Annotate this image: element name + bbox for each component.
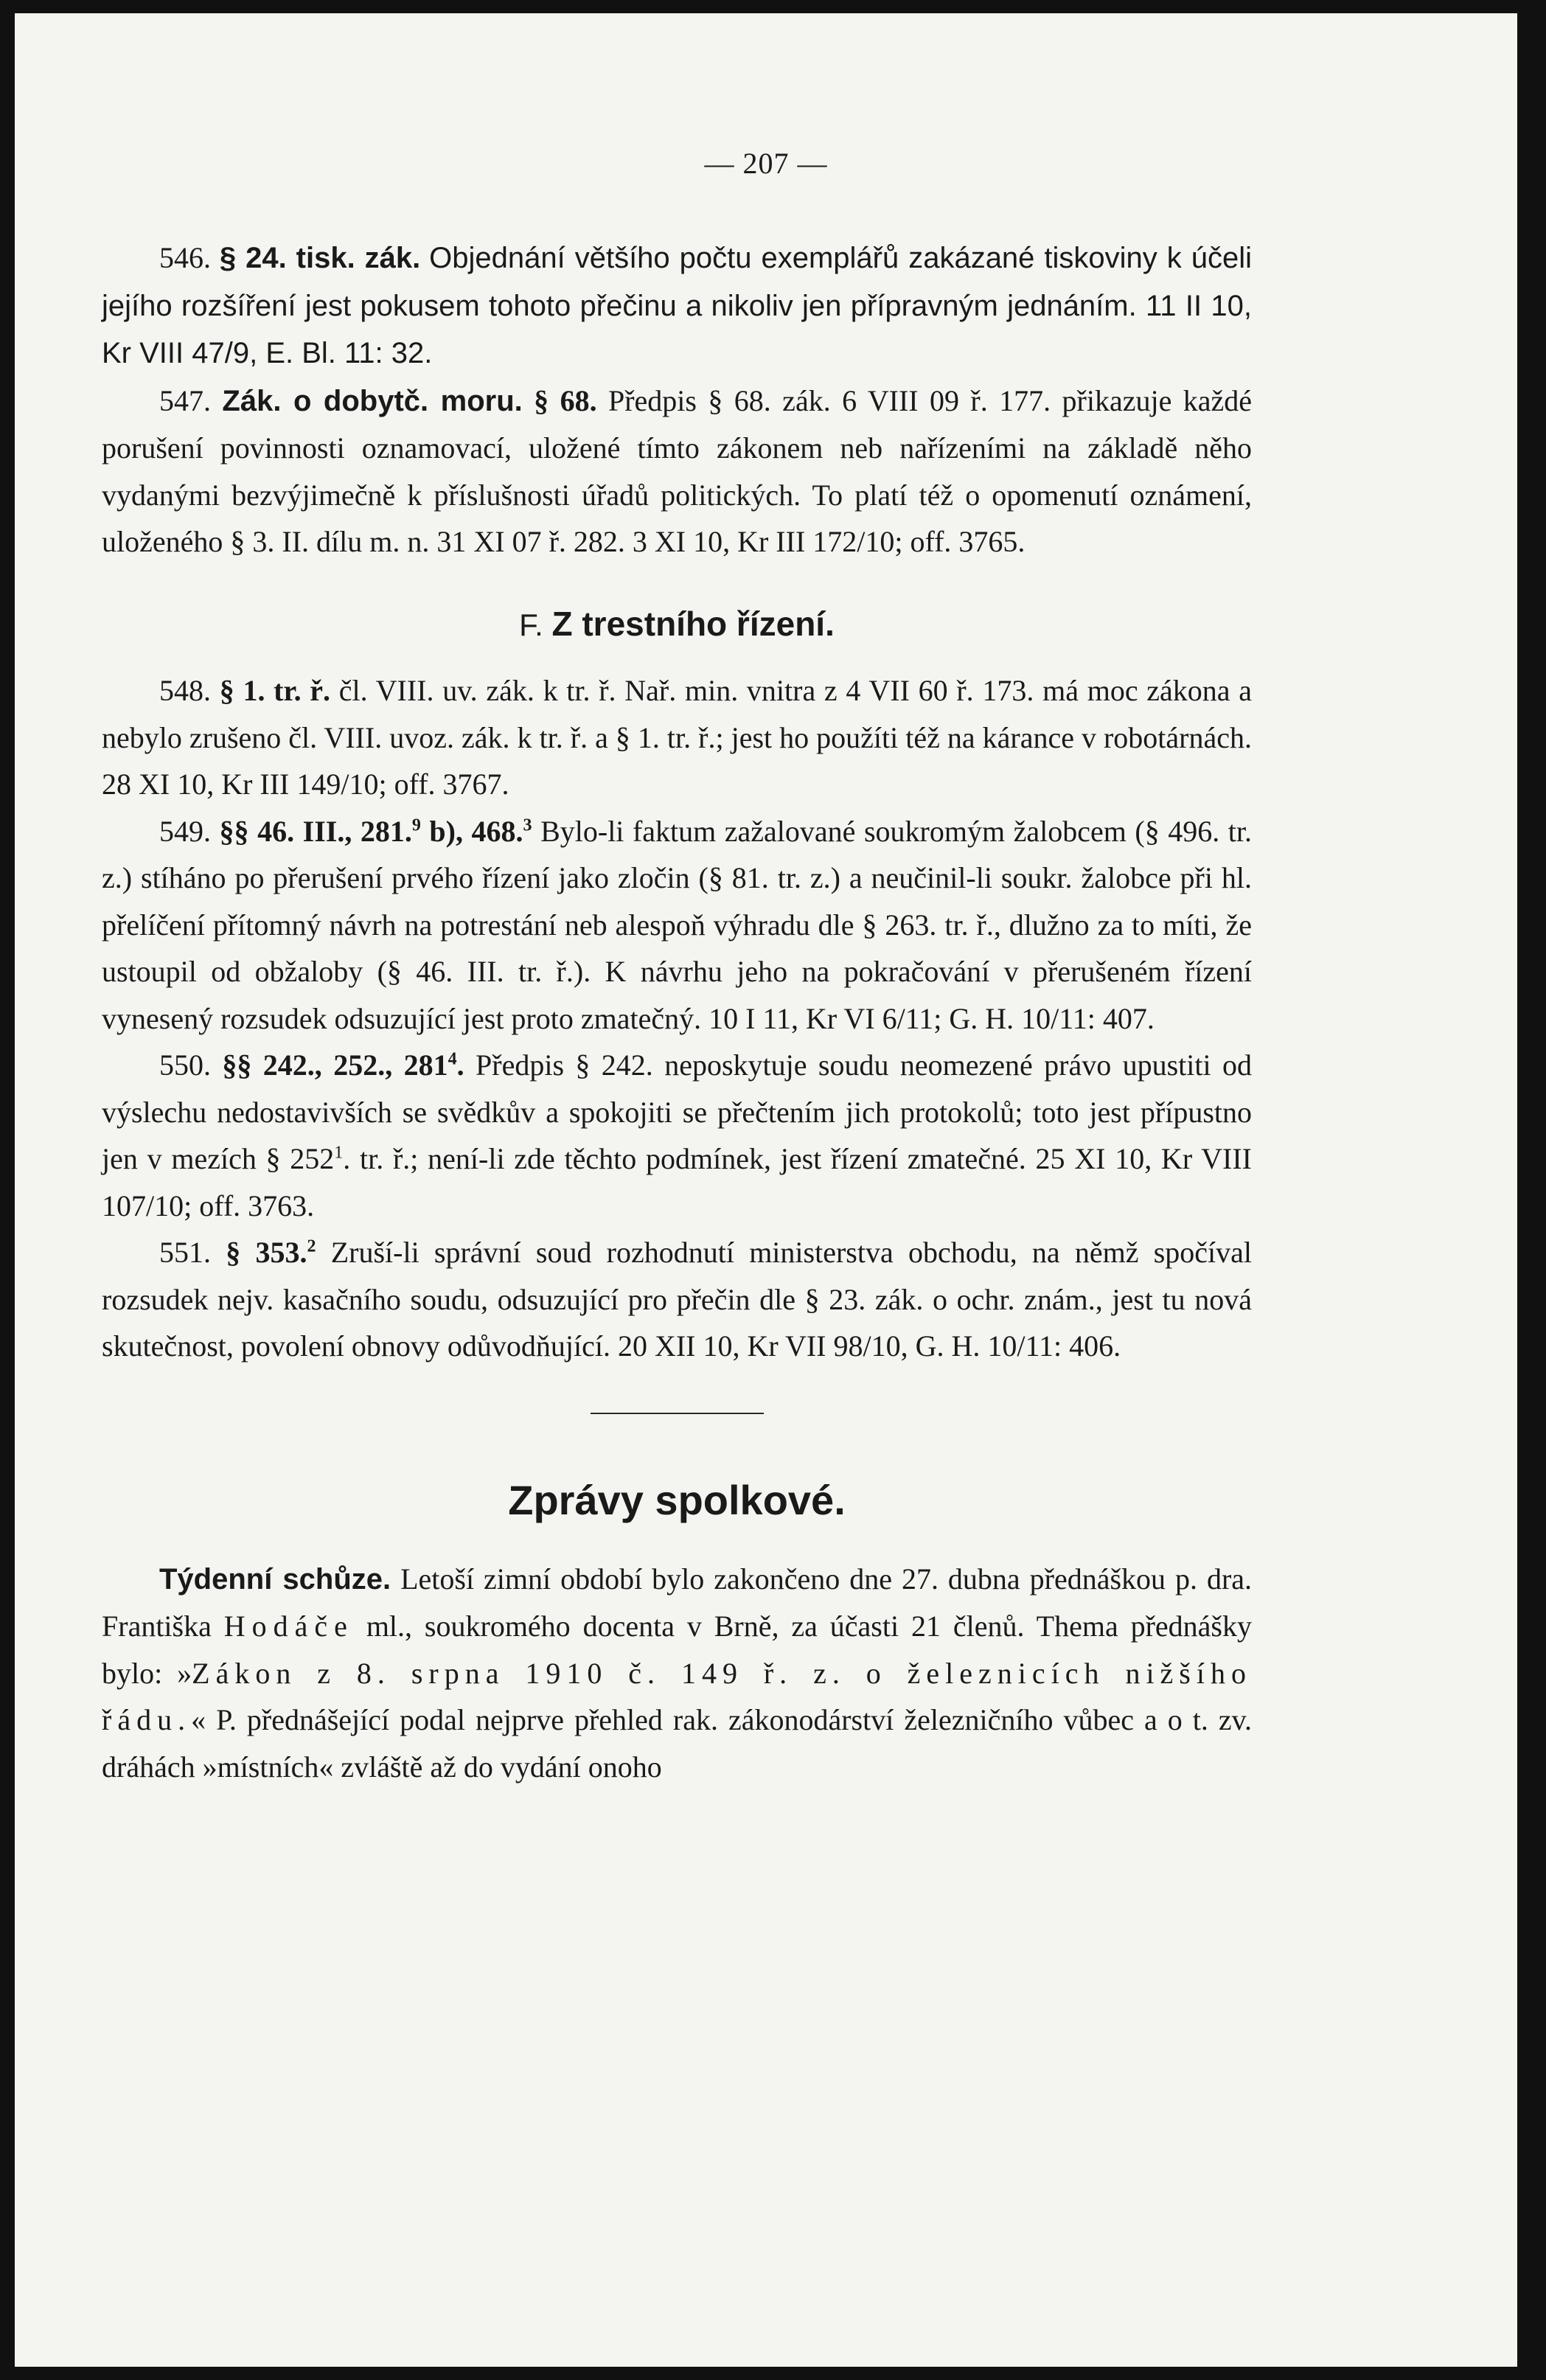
entry-reference-sup: 9 xyxy=(411,815,421,835)
entry-reference-part: b), 468. xyxy=(420,814,523,848)
entry-reference-part: §§ 46. III., 281. xyxy=(219,814,412,848)
news-text: ml., soukromého docenta v Brně, za účasti 21 členů. Thema přednášky bylo: » xyxy=(102,1610,1252,1690)
entry-text: čl. VIII. uv. zák. k tr. ř. Nař. min. vnitra z 4 VII 60 ř. 173. má moc zákona a nebylo zrušeno čl. VIII. uvoz. zák. k tr. ř. a § 1. tr. ř.; jest ho použíti též na kárance v robotárnách. 28 XI 10, Kr III 149/10; off. 3767. xyxy=(102,674,1253,801)
entry-number: 550. xyxy=(159,1048,211,1082)
section-divider xyxy=(591,1413,764,1414)
entry-reference-sup: 4 xyxy=(448,1049,457,1069)
entry-number: 548. xyxy=(159,674,211,707)
entry-551 xyxy=(102,1229,1252,1370)
entry-number: 547. xyxy=(159,383,211,417)
entry-reference-sup: 3 xyxy=(523,815,532,835)
entry-reference xyxy=(220,815,532,848)
entry-text-part: Předpis § 242. neposkytuje soudu neomezené právo upustiti od výslechu nedostavivších se svědkův a spokojiti se přečtením jich protokolů; toto jest přípustno jen v mezích § 252 xyxy=(102,1048,1253,1175)
entry-text: Předpis § 68. zák. 6 VIII 09 ř. 177. přikazuje každé porušení povinnosti oznamovací, uložené tímto zákonem neb nařízeními na základě něho vydanými bezvýjimečně k příslušnosti úřadů politických. To platí též o opomenutí oznámení, uloženého § 3. II. dílu m. n. 31 XI 07 ř. 282. 3 XI 10, Kr III 172/10; off. 3765. xyxy=(102,383,1253,558)
entry-reference-part: § 353. xyxy=(226,1236,307,1269)
entry-text-sup: 1 xyxy=(334,1143,344,1163)
entry-number: 549. xyxy=(159,814,211,848)
page-body xyxy=(102,234,1252,1790)
page-number: — 207 — xyxy=(704,147,828,180)
entry-reference xyxy=(226,1236,316,1269)
entry-549 xyxy=(102,808,1252,1043)
entry-number: 546. xyxy=(159,241,211,274)
news-text: « P. přednášející podal nejprve přehled rak. zákonodárství železničního vůbec a o t. zv. dráhách »místních« zvláště až do vydání onoho xyxy=(102,1703,1252,1784)
entry-reference-part: . xyxy=(456,1048,464,1082)
entry-550 xyxy=(102,1042,1252,1229)
entry-text: Bylo-li faktum zažalované soukromým žalobcem (§ 496. tr. z.) stíháno po přerušení prvého řízení jako zločin (§ 81. tr. z.) a neučinil-li soukr. žalobce při hl. přelíčení přítomný návrh na potrestání neb alespoň výhradu dle § 263. tr. ř., dlužno za to míti, že ustoupil od obžaloby (§ 46. III. tr. ř.). K návrhu jeho na pokračování v přerušeném řízení vynesený rozsudek odsuzující jest proto zmatečný. 10 I 11, Kr VI 6/11; G. H. 10/11: 407. xyxy=(102,814,1253,1035)
entry-reference-section: § 68. xyxy=(534,383,597,417)
entry-546 xyxy=(102,234,1252,377)
entry-reference: § 24. tisk. zák. xyxy=(219,242,421,274)
entry-547 xyxy=(102,377,1252,566)
entry-text-part: . tr. ř.; není-li zde těchto podmínek, jest řízení zmatečné. 25 XI 10, Kr VIII 107/10; off. 3763. xyxy=(102,1142,1252,1222)
entry-number: 551. xyxy=(159,1236,211,1269)
lecture-topic: Zákon z 8. srpna 1910 č. 149 ř. z. o železnicích nižšího řádu. xyxy=(102,1656,1252,1736)
news-lead: Týdenní schůze. xyxy=(159,1562,391,1596)
entry-text: Zruší-li správní soud rozhodnutí ministerstva obchodu, na němž spočíval rozsudek nejv. kasačního soudu, odsuzující pro přečin dle § 23. zák. o ochr. znám., jest tu nová skutečnost, povolení obnovy odůvodňující. 20 XII 10, Kr VII 98/10, G. H. 10/11: 406. xyxy=(102,1236,1253,1363)
section-title: Z trestního řízení. xyxy=(551,604,835,643)
entry-text: Objednání většího počtu exemplářů zakázané tiskoviny k účeli jejího rozšíření jest pokusem tohoto přečinu a nikoliv jen přípravným jednáním. 11 II 10, Kr VIII 47/9, E. Bl. 11: 32. xyxy=(102,242,1252,369)
lecturer-name: Hodáče xyxy=(223,1610,354,1643)
entry-reference: § 1. tr. ř. xyxy=(219,674,331,707)
section-heading xyxy=(102,601,1252,649)
section-letter: F. xyxy=(519,607,543,642)
entry-reference-part: §§ 242., 252., 281 xyxy=(222,1048,448,1082)
entry-reference xyxy=(222,1048,464,1082)
entry-reference-sup: 2 xyxy=(307,1236,316,1256)
news-heading: Zprávy spolkové. xyxy=(508,1476,846,1523)
entry-reference: Zák. o dobytč. moru. xyxy=(222,384,523,417)
document-page xyxy=(15,13,1517,2367)
news-text: Letoší zimní období bylo zakončeno dne 27. dubna přednáškou p. dra. Františka xyxy=(102,1562,1253,1643)
news-paragraph xyxy=(102,1556,1252,1791)
entry-548 xyxy=(102,667,1252,808)
